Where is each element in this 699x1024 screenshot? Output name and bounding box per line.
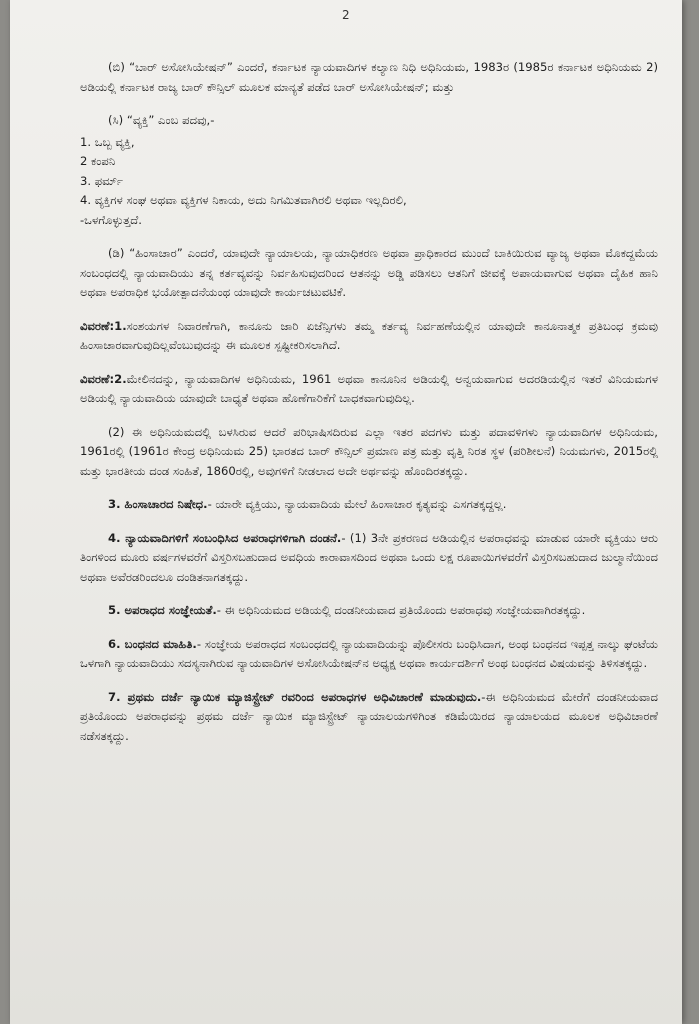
section-3-text: - ಯಾರೇ ವ್ಯಕ್ತಿಯು, ನ್ಯಾಯವಾದಿಯ ಮೇಲೆ ಹಿಂಸಾಚಾರ ಕೃತ್ಯವನ್ನು ಎಸಗತಕ್ಕದ್ದಲ್ಲ.: [207, 497, 507, 511]
section-5: [80, 601, 658, 621]
definition-d: (ಡಿ) “ಹಿಂಸಾಚಾರ” ಎಂದರೆ, ಯಾವುದೇ ನ್ಯಾಯಾಲಯ, ನ್ಯಾಯಾಧಿಕರಣ ಅಥವಾ ಪ್ರಾಧಿಕಾರದ ಮುಂದೆ ಬಾಕಿಯಿರುವ ವ್ಯಾಜ್ಯ ಅಥವಾ ಮೊಕದ್ದಮೆಯ ಸಂಬಂಧದಲ್ಲಿ ನ್ಯಾಯವಾದಿಯು ತನ್ನ ಕರ್ತವ್ಯವನ್ನು ನಿರ್ವಹಿಸುವುದರಿಂದ ಆತನನ್ನು ಅಡ್ಡಿ ಪಡಿಸಲು ಆತನಿಗೆ ಜೀವಕ್ಕೆ ಅಪಾಯವಾಗುವ ಅಥವಾ ದೈಹಿಕ ಹಾನಿ ಅಥವಾ ಅಪರಾಧಿಕ ಭಯೋತ್ಪಾದನೆಯಂಥ ಯಾವುದೇ ಕಾರ್ಯಚಟುವಟಿಕೆ.: [80, 246, 658, 299]
section-5-text: - ಈ ಅಧಿನಿಯಮದ ಅಡಿಯಲ್ಲಿ ದಂಡನೀಯವಾದ ಪ್ರತಿಯೊಂದು ಅಪರಾಧವು ಸಂಜ್ಞೇಯವಾಗಿರತಕ್ಕದ್ದು.: [216, 603, 586, 617]
list-item: 2 ಕಂಪನಿ: [80, 154, 116, 168]
list-item: 4. ವ್ಯಕ್ತಿಗಳ ಸಂಘ ಅಥವಾ ವ್ಯಕ್ತಿಗಳ ನಿಕಾಯ, ಅದು ನಿಗಮಿತವಾಗಿರಲಿ ಅಥವಾ ಇಲ್ಲದಿರಲಿ,: [80, 193, 407, 207]
explanation-1: [80, 317, 658, 356]
section-6: [80, 635, 658, 674]
section-7-heading: 7. ಪ್ರಥಮ ದರ್ಜೆ ನ್ಯಾಯಿಕ ಮ್ಯಾಜಿಸ್ಟ್ರೇಟ್ ರವರಿಂದ ಅಪರಾಧಗಳ ಅಧಿವಿಚಾರಣೆ ಮಾಡುವುದು.: [108, 689, 482, 704]
section-6-text: - ಸಂಜ್ಞೇಯ ಅಪರಾಧದ ಸಂಬಂಧದಲ್ಲಿ ನ್ಯಾಯವಾದಿಯನ್ನು ಪೊಲೀಸರು ಬಂಧಿಸಿದಾಗ, ಅಂಥ ಬಂಧನದ ಇಪ್ಪತ್ತ ನಾಲ್ಕು ಘಂಟೆಯ ಒಳಗಾಗಿ ನ್ಯಾಯವಾದಿಯು ಸದಸ್ಯನಾಗಿರುವ ನ್ಯಾಯವಾದಿಗಳ ಅಸೋಸಿಯೇಷನ್‌ನ ಅಧ್ಯಕ್ಷ ಅಥವಾ ಕಾರ್ಯದರ್ಶಿಗೆ ಅಂಥ ಬಂಧನದ ವಿಷಯವನ್ನು ತಿಳಿಸತಕ್ಕದ್ದು.: [80, 636, 658, 670]
section-4-heading: 4. ನ್ಯಾಯವಾದಿಗಳಿಗೆ ಸಂಬಂಧಿಸಿದ ಅಪರಾಧಗಳಿಗಾಗಿ ದಂಡನೆ.: [108, 530, 342, 545]
explanation-2: [80, 370, 658, 409]
document-page: [10, 0, 682, 1024]
explanation-1-label: ವಿವರಣೆ:1.: [80, 318, 127, 333]
section-3: [80, 495, 658, 515]
subsection-2: (2) ಈ ಅಧಿನಿಯಮದಲ್ಲಿ ಬಳಸಿರುವ ಆದರೆ ಪರಿಭಾಷಿಸದಿರುವ ಎಲ್ಲಾ ಇತರ ಪದಗಳು ಮತ್ತು ಪದಾವಳಿಗಳು ನ್ಯಾಯವಾದಿಗಳ ಅಧಿನಿಯಮ, 1961ರಲ್ಲಿ (1961ರ ಕೇಂದ್ರ ಅಧಿನಿಯಮ 25) ಭಾರತದ ಬಾರ್ ಕೌನ್ಸಿಲ್ ಪ್ರಮಾಣ ಪತ್ರ ಮತ್ತು ವೃತ್ತಿ ನಿರತ ಸ್ಥಳ (ಪರಿಶೀಲನೆ) ನಿಯಮಗಳು, 2015ರಲ್ಲಿ ಮತ್ತು ಭಾರತೀಯ ದಂಡ ಸಂಹಿತೆ, 1860ರಲ್ಲಿ, ಅವುಗಳಿಗೆ ನೀಡಲಾದ ಅದೇ ಅರ್ಥವನ್ನು ಹೊಂದಿರತಕ್ಕದ್ದು.: [80, 424, 658, 478]
document-body: [80, 58, 658, 760]
explanation-2-label: ವಿವರಣೆ:2.: [80, 371, 127, 386]
definition-c-intro: (ಸಿ) “ವ್ಯಕ್ತಿ” ಎಂಬ ಪದವು,-: [108, 113, 215, 127]
section-4: [80, 529, 658, 588]
section-7: [80, 688, 658, 747]
section-7-text: -ಈ ಅಧಿನಿಯಮದ ಮೇರೆಗೆ ದಂಡನೀಯವಾದ ಪ್ರತಿಯೊಂದು ಅಪರಾಧವನ್ನು ಪ್ರಥಮ ದರ್ಜೆ ನ್ಯಾಯಿಕ ಮ್ಯಾಜಿಸ್ಟ್ರೇಟ್ ನ್ಯಾಯಾಲಯಗಳಿಗಿಂತ ಕಡಿಮೆಯಿರದ ನ್ಯಾಯಾಲಯದ ಮೂಲಕ ಅಧಿವಿಚಾರಣೆ ನಡೆಸತಕ್ಕದ್ದು.: [80, 689, 658, 743]
list-item: -ಒಳಗೊಳ್ಳುತ್ತದೆ.: [80, 212, 142, 227]
definition-c-list: [80, 133, 658, 231]
section-3-heading: 3. ಹಿಂಸಾಚಾರದ ನಿಷೇಧ.: [108, 497, 208, 511]
definition-b: (ಬಿ) “ಬಾರ್ ಅಸೋಸಿಯೇಷನ್” ಎಂದರೆ, ಕರ್ನಾಟಕ ನ್ಯಾಯವಾದಿಗಳ ಕಲ್ಯಾಣ ನಿಧಿ ಅಧಿನಿಯಮ, 1983ರ (1985ರ ಕರ್ನಾಟಕ ಅಧಿನಿಯಮ 2) ಅಡಿಯಲ್ಲಿ ಕರ್ನಾಟಕ ರಾಜ್ಯ ಬಾರ್ ಕೌನ್ಸಿಲ್ ಮೂಲಕ ಮಾನ್ಯತೆ ಪಡೆದ ಬಾರ್ ಅಸೋಸಿಯೇಷನ್; ಮತ್ತು: [80, 60, 658, 94]
explanation-2-text: ಮೇಲಿನದನ್ನು, ನ್ಯಾಯವಾದಿಗಳ ಅಧಿನಿಯಮ, 1961 ಅಥವಾ ಕಾನೂನಿನ ಅಡಿಯಲ್ಲಿ ಅನ್ವಯವಾಗುವ ಅದರಡಿಯಲ್ಲಿನ ಇತರೆ ವಿನಿಯಮಗಳ ಅಡಿಯಲ್ಲಿ ನ್ಯಾಯವಾದಿಯ ಯಾವುದೇ ಬಾಧ್ಯತೆ ಅಥವಾ ಹೊಣೆಗಾರಿಕೆಗೆ ಬಾಧಕವಾಗುವುದಿಲ್ಲ.: [80, 371, 658, 405]
section-5-heading: 5. ಅಪರಾಧದ ಸಂಜ್ಞೇಯತೆ.: [108, 603, 217, 617]
list-item: 1. ಒಬ್ಬ ವ್ಯಕ್ತಿ,: [80, 134, 135, 149]
section-6-heading: 6. ಬಂಧನದ ಮಾಹಿತಿ.: [108, 636, 197, 651]
explanation-1-text: ಸಂಶಯಗಳ ನಿವಾರಣೆಗಾಗಿ, ಕಾನೂನು ಜಾರಿ ಏಜೆನ್ಸಿಗಳು ತಮ್ಮ ಕರ್ತವ್ಯ ನಿರ್ವಹಣೆಯಲ್ಲಿನ ಯಾವುದೇ ಕಾನೂನಾತ್ಮಕ ಪ್ರತಿಬಂಧ ಕ್ರಮವು ಹಿಂಸಾಚಾರವಾಗುವುದಿಲ್ಲವೆಂಬುವುದನ್ನು ಈ ಮೂಲಕ ಸ್ಪಷ್ಟೀಕರಿಸಲಾಗಿದೆ.: [80, 318, 658, 352]
list-item: 3. ಫರ್ಮ್: [80, 173, 123, 188]
section-4-text: - (1) 3ನೇ ಪ್ರಕರಣದ ಅಡಿಯಲ್ಲಿನ ಅಪರಾಧವನ್ನು ಮಾಡುವ ಯಾರೇ ವ್ಯಕ್ತಿಯು ಆರು ತಿಂಗಳಿಂದ ಮೂರು ವರ್ಷಗಳವರೆಗೆ ವಿಸ್ತರಿಸಬಹುದಾದ ಅವಧಿಯ ಕಾರಾವಾಸದಿಂದ ಅಥವಾ ಒಂದು ಲಕ್ಷ ರೂಪಾಯಿಗಳವರೆಗೆ ವಿಸ್ತರಿಸಬಹುದಾದ ಜುಲ್ಮಾನೆಯಿಂದ ಅಥವಾ ಅವೆರಡರಿಂದಲೂ ದಂಡಿತನಾಗತಕ್ಕದ್ದು.: [80, 530, 658, 584]
page-number: 2: [342, 8, 350, 22]
